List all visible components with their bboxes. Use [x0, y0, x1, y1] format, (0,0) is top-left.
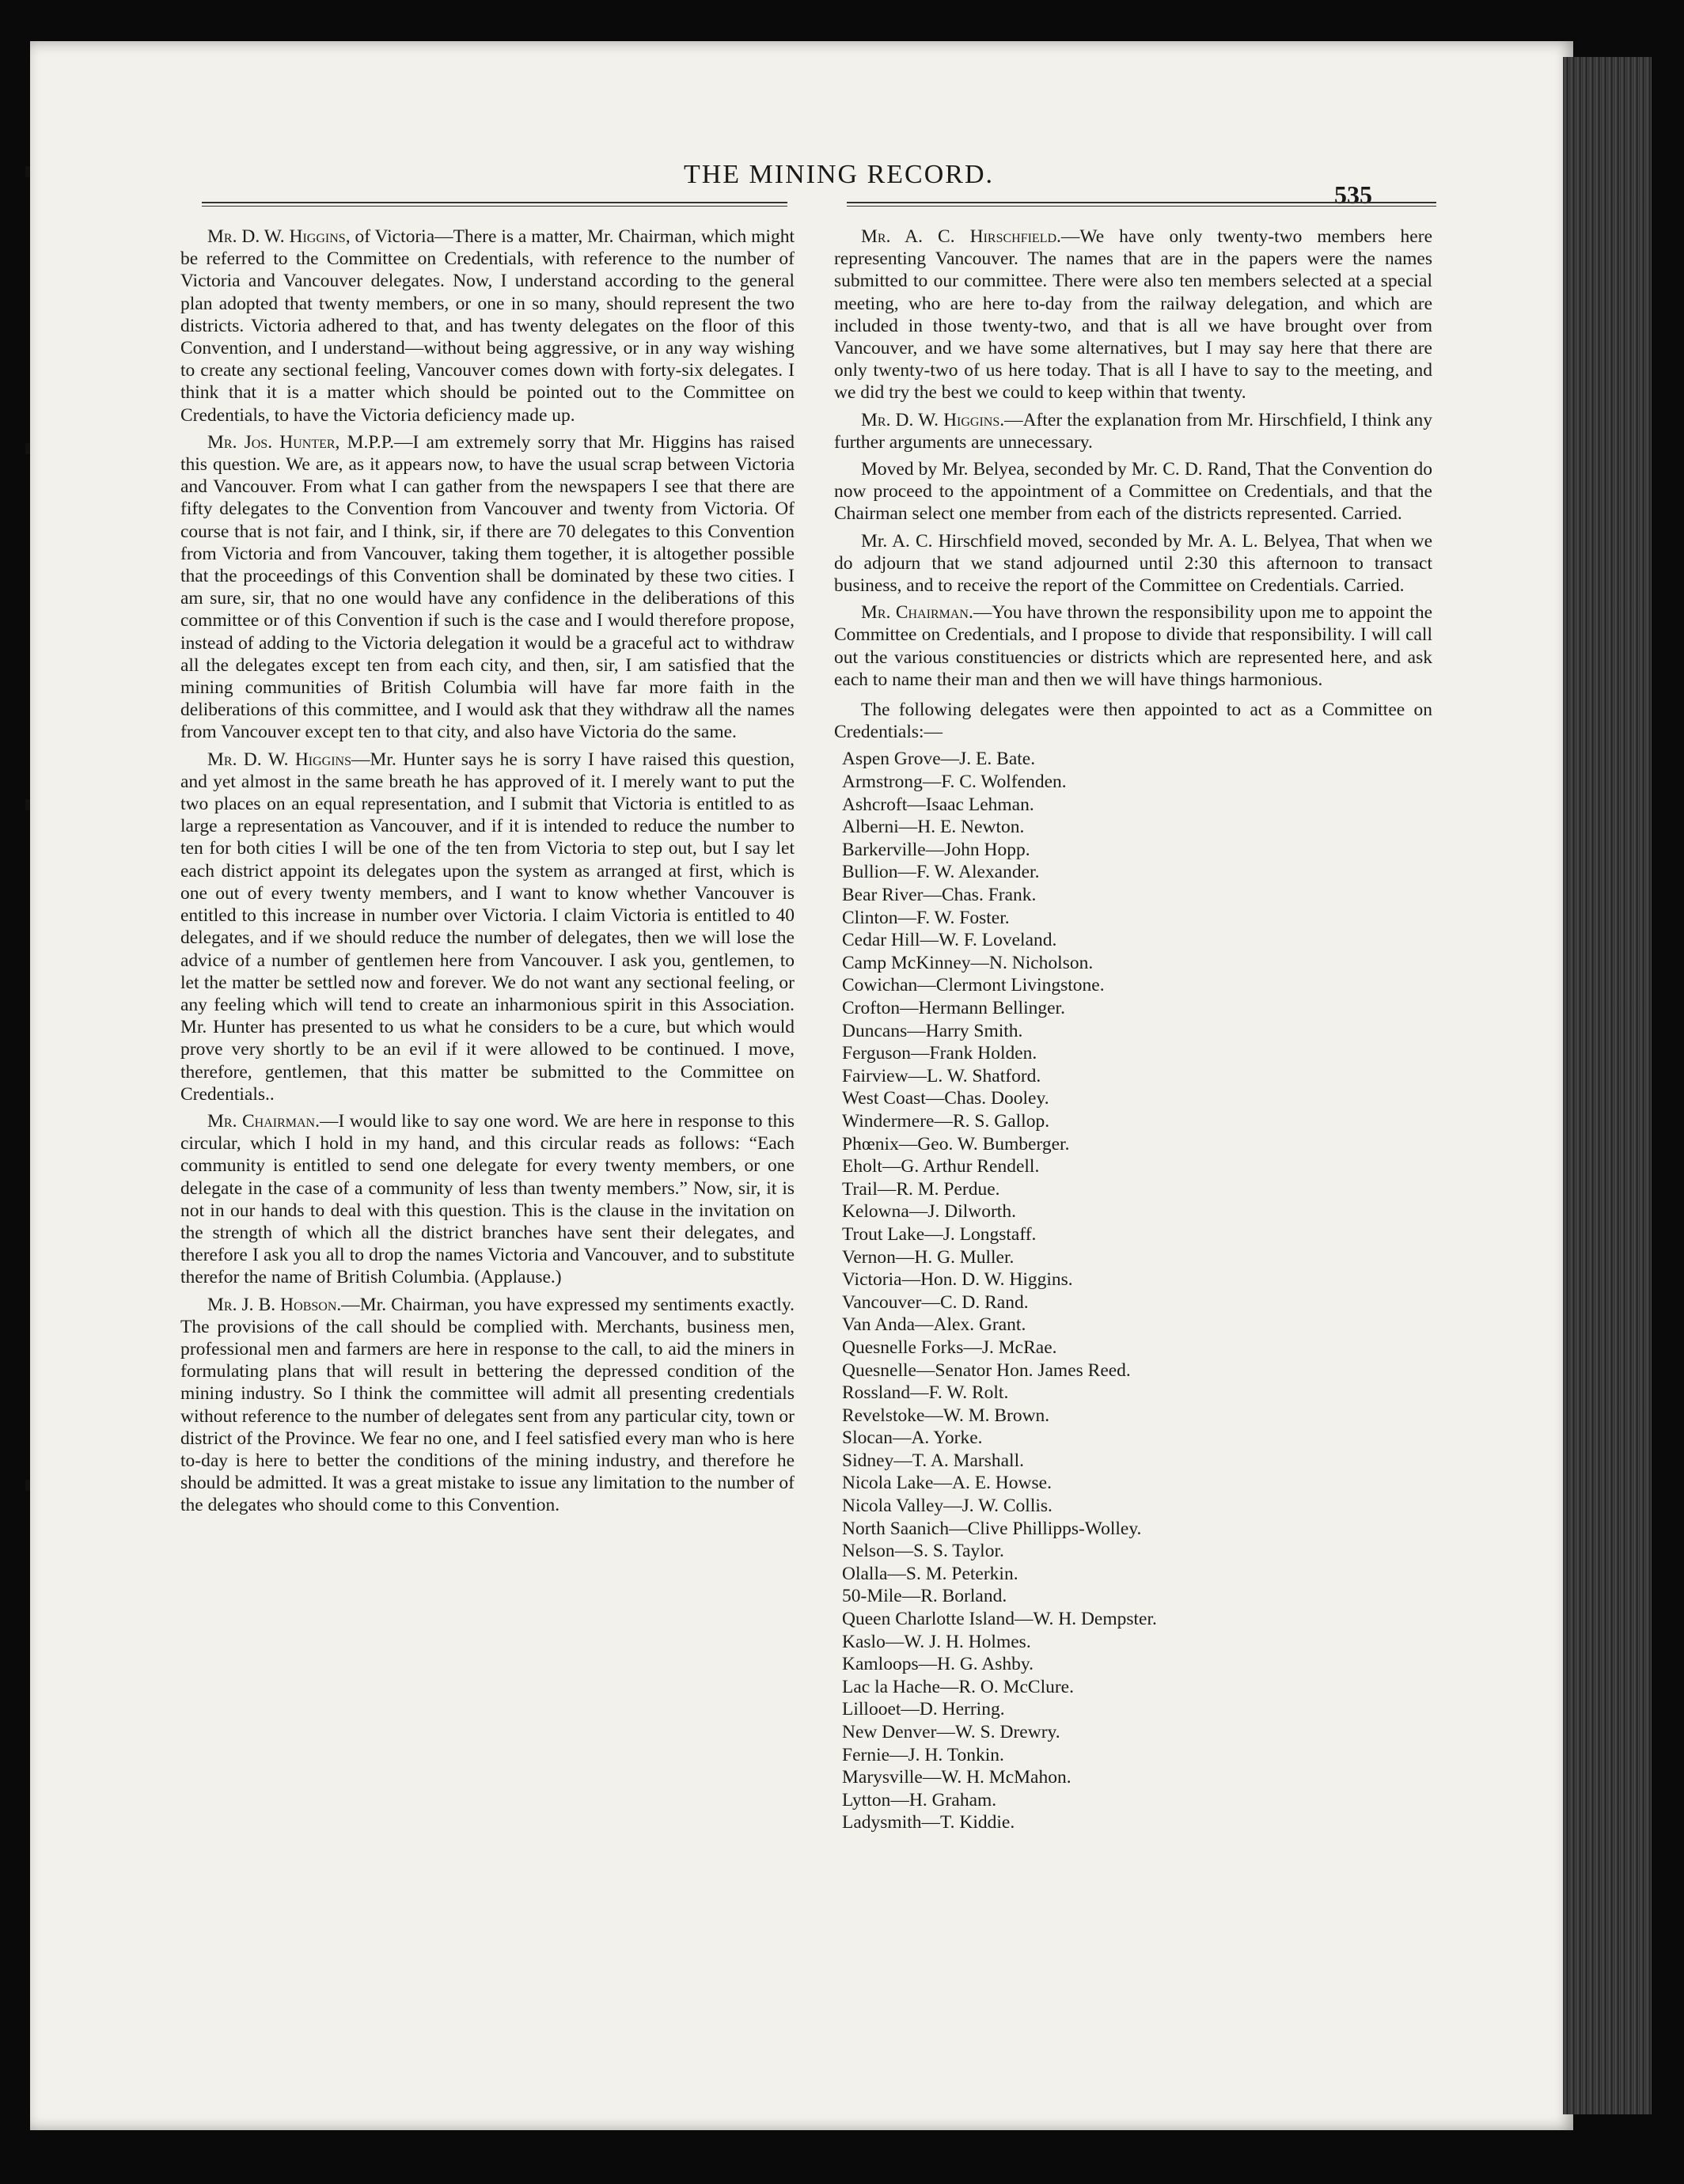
- committee-member: Clinton—F. W. Foster.: [842, 907, 1010, 928]
- speaker-name: Mr. J. B. Hobson: [207, 1294, 337, 1315]
- committee-member: Kamloops—H. G. Ashby.: [842, 1654, 1034, 1675]
- committee-member: 50-Mile—R. Borland.: [842, 1586, 1007, 1607]
- committee-member: Fairview—L. W. Shatford.: [842, 1065, 1041, 1086]
- speaker-name: Mr. Chairman: [861, 602, 969, 624]
- paragraph: [180, 226, 795, 427]
- page-number: 535: [1334, 180, 1372, 209]
- committee-intro: The following delegates were then appointed to act as a Committee on Credentials:—: [834, 700, 1432, 743]
- committee-member: Quesnelle Forks—J. McRae.: [842, 1337, 1057, 1358]
- speaker-name: Mr. A. C. Hirschfield: [861, 226, 1057, 247]
- committee-member: Eholt—G. Arthur Rendell.: [842, 1156, 1040, 1177]
- committee-member: Ashcroft—Isaac Lehman.: [842, 794, 1034, 815]
- committee-member: West Coast—Chas. Dooley.: [842, 1088, 1049, 1109]
- committee-member: Duncans—Harry Smith.: [842, 1020, 1023, 1041]
- speaker-name: Mr. D. W. Higgins: [861, 409, 1000, 430]
- committee-member: Olalla—S. M. Peterkin.: [842, 1563, 1018, 1584]
- paragraph: [180, 749, 795, 1105]
- committee-member: Bear River—Chas. Frank.: [842, 885, 1037, 906]
- left-page-bleed: [0, 41, 30, 2130]
- committee-member: Slocan—A. Yorke.: [842, 1428, 983, 1449]
- paragraph-text: —Mr. Hunter says he is sorry I have raised this question, and yet almost in the same breath he has approved of it. I merely want to put the two places on an equal representation, and I submit that Victoria is entitled to as large a representation as Vancouver, and if it is intended to reduce the number to ten for both cities I will be one of the ten from Victoria to step out, but I say let each district appoint its delegates upon the system as arranged at first, which is one out of every twenty members, and I want to know whether Vancouver is entitled to this increase in number over Victoria. I claim Victoria is entitled to 40 delegates, and if we should reduce the number of delegates, then we will lose the advice of a number of gentlemen here from Vancouver. I ask you, gentlemen, to let the matter be settled now and forever. We do not want any sectional feeling, or any feeling which will tend to create an inharmonious spirit in this Association. Mr. Hunter has presented to us what he considers to be a cure, but which would prove very shortly to be an evil if it were allowed to be continued. I move, therefore, gentlemen, that this matter be submitted to the Committee on Credentials..: [180, 749, 795, 1105]
- paragraph-text: .—Mr. Chairman, you have expressed my sentiments exactly. The provisions of the call should be complied with. Merchants, business men, professional men and farmers are here in response to the call, to aid the miners in formulating plans that will result in bettering the depressed condition of the mining industry. So I think the committee will admit all presenting credentials without reference to the number of delegates sent from any particular city, town or district of the Province. We fear no one, and I feel satisfied every man who is here to-day is here to better the conditions of the mining industry, and therefore he should be admitted. It was a great mistake to issue any limitation to the number of the delegates who should come to this Convention.: [180, 1294, 795, 1516]
- committee-member: Quesnelle—Senator Hon. James Reed.: [842, 1359, 1131, 1381]
- paragraph-text: , of Victoria—There is a matter, Mr. Chairman, which might be referred to the Committee on Credentials, with reference to the number of Victoria and Vancouver delegates. Now, I understand according to the general plan adopted that twenty members, or one in so many, should represent the two districts. Victoria adhered to that, and has twenty delegates on the floor of this Convention, and I understand—without being aggressive, or in any way wishing to create any sectional feeling, Vancouver comes down with forty-six delegates. I think that it is a matter which should be pointed out to the Committee on Credentials, to have the Victoria deficiency made up.: [180, 226, 795, 426]
- paragraph: [834, 458, 1432, 525]
- committee-member: Nicola Lake—A. E. Howse.: [842, 1473, 1052, 1494]
- speaker-name: Mr. Jos. Hunter: [207, 431, 336, 453]
- committee-member: Victoria—Hon. D. W. Higgins.: [842, 1269, 1073, 1291]
- paragraph-text: Mr. A. C. Hirschfield moved, seconded by Mr. A. L. Belyea, That when we do adjourn that we stand adjourned until 2:30 this afternoon to transact business, and to receive the report of the Committee on Credentials. Carried.: [834, 530, 1432, 597]
- committee-member: Sidney—T. A. Marshall.: [842, 1450, 1024, 1471]
- committee-member: Vancouver—C. D. Rand.: [842, 1291, 1029, 1313]
- committee-member: Cowichan—Clermont Livingstone.: [842, 975, 1105, 996]
- committee-member: Ferguson—Frank Holden.: [842, 1043, 1037, 1064]
- committee-member: Marysville—W. H. McMahon.: [842, 1767, 1071, 1788]
- right-column: [834, 226, 1432, 1834]
- committee-member: New Denver—W. S. Drewry.: [842, 1722, 1060, 1742]
- paragraph-text: .—We have only twenty-two members here representing Vancouver. The names that are in the papers were the names submitted to our committee. There were also ten members selected at a special meeting, who are here to-day from the railway delegation, and which are included in those twenty-two, and that is all we have brought over from Vancouver, and we have some alternatives, but I may say here that there are only twenty-two of us here today. That is all I have to say to the meeting, and we did try the best we could to keep within that twenty.: [834, 226, 1432, 404]
- committee-member: Bullion—F. W. Alexander.: [842, 862, 1040, 883]
- committee-member: Phœnix—Geo. W. Bumberger.: [842, 1133, 1070, 1155]
- committee-member: Van Anda—Alex. Grant.: [842, 1314, 1026, 1336]
- header-rule-left: [202, 202, 787, 207]
- committee-member: Camp McKinney—N. Nicholson.: [842, 952, 1094, 973]
- paragraph-text: .—You have thrown the responsibility upon me to appoint the Committee on Credentials, and I propose to divide that responsibility. I will call out the various constituencies or districts which are represented here, and ask each to name their man and then we will have things harmonious.: [834, 602, 1432, 690]
- paragraph-text: .—I would like to say one word. We are here in response to this circular, which I hold in my hand, and this circular reads as follows: “Each community is entitled to send one delegate for every twenty members, or one delegate in the case of a community of less than twenty members.” Now, sir, it is not in our hands to deal with this question. This is the clause in the invitation on the strength of which all the district branches have sent their delegates, and therefore I ask you all to drop the names Victoria and Vancouver, and to substitute therefor the name of British Columbia. (Applause.): [180, 1110, 795, 1288]
- speaker-name: Mr. D. W. Higgins: [207, 749, 352, 770]
- committee-member: Vernon—H. G. Muller.: [842, 1246, 1015, 1268]
- committee-member: North Saanich—Clive Phillipps-Wolley.: [842, 1518, 1142, 1539]
- committee-member: Cedar Hill—W. F. Loveland.: [842, 930, 1057, 951]
- committee-member: Trout Lake—J. Longstaff.: [842, 1223, 1037, 1245]
- paragraph: [834, 409, 1432, 453]
- paragraph: [834, 530, 1432, 597]
- speaker-name: Mr. Chairman: [207, 1110, 316, 1132]
- committee-member: Lillooet—D. Herring.: [842, 1699, 1005, 1720]
- committee-member: Kelowna—J. Dilworth.: [842, 1201, 1016, 1223]
- committee-member: Crofton—Hermann Bellinger.: [842, 998, 1065, 1018]
- committee-member: Revelstoke—W. M. Brown.: [842, 1405, 1050, 1426]
- committee-member: Barkerville—John Hopp.: [842, 839, 1030, 860]
- paragraph: [180, 1110, 795, 1289]
- paragraph: [180, 1294, 795, 1517]
- committee-member: Alberni—H. E. Newton.: [842, 817, 1025, 838]
- committee-member: Nelson—S. S. Taylor.: [842, 1541, 1004, 1562]
- paragraph: [834, 226, 1432, 404]
- committee-member: Queen Charlotte Island—W. H. Dempster.: [842, 1609, 1157, 1630]
- committee-member: Armstrong—F. C. Wolfenden.: [842, 772, 1067, 793]
- paragraph: [834, 601, 1432, 691]
- committee-member: Ladysmith—T. Kiddie.: [842, 1812, 1015, 1833]
- committee-member: Trail—R. M. Perdue.: [842, 1178, 1000, 1200]
- speaker-name: Mr. D. W. Higgins: [207, 226, 346, 247]
- committee-member: Lac la Hache—R. O. McClure.: [842, 1676, 1074, 1697]
- committee-member: Nicola Valley—J. W. Collis.: [842, 1496, 1052, 1517]
- committee-member: Fernie—J. H. Tonkin.: [842, 1744, 1004, 1765]
- committee-member: Rossland—F. W. Rolt.: [842, 1382, 1009, 1404]
- running-head: THE MINING RECORD.: [683, 160, 995, 189]
- committee-list: [834, 748, 1432, 1834]
- paragraph-text: .—After the explanation from Mr. Hirschfield, I think any further arguments are unnecessary.: [834, 409, 1433, 453]
- paragraph: [180, 431, 795, 744]
- committee-member: Aspen Grove—J. E. Bate.: [842, 749, 1036, 770]
- paragraph-text: , M.P.P.—I am extremely sorry that Mr. Higgins has raised this question. We are, as it appears now, to have the usual scrap between Victoria and Vancouver. From what I can gather from the newspapers I see that there are fifty delegates to the Convention from Vancouver and twenty from Victoria. Of course that is not fair, and I think, sir, if there are 70 delegates to this Convention from Victoria and from Vancouver, taking them together, it is altogether possible that the proceedings of this Convention shall be dominated by these two cities. I am sure, sir, that no one would have any confidence in the deliberations of this committee or of this Convention if such is the case and I would therefore propose, instead of adding to the Victoria delegation it would be a graceful act to withdraw all the delegates except ten from each city, and then, sir, I am satisfied that the mining communities of British Columbia will have far more faith in the deliberations of this committee, and I would ask that they withdraw all the names from Vancouver except ten to that city, and also have Victoria do the same.: [180, 431, 795, 743]
- left-column: [180, 226, 795, 1522]
- paragraph-text: Moved by Mr. Belyea, seconded by Mr. C. D. Rand, That the Convention do now proceed to the appointment of a Committee on Credentials, and that the Chairman select one member from each of the districts represented. Carried.: [834, 459, 1432, 525]
- committee-member: Kaslo—W. J. H. Holmes.: [842, 1631, 1031, 1652]
- header-rule-right: [847, 202, 1436, 207]
- committee-member: Windermere—R. S. Gallop.: [842, 1110, 1050, 1132]
- page-stack-edge: [1563, 57, 1652, 2114]
- committee-member: Lytton—H. Graham.: [842, 1789, 997, 1811]
